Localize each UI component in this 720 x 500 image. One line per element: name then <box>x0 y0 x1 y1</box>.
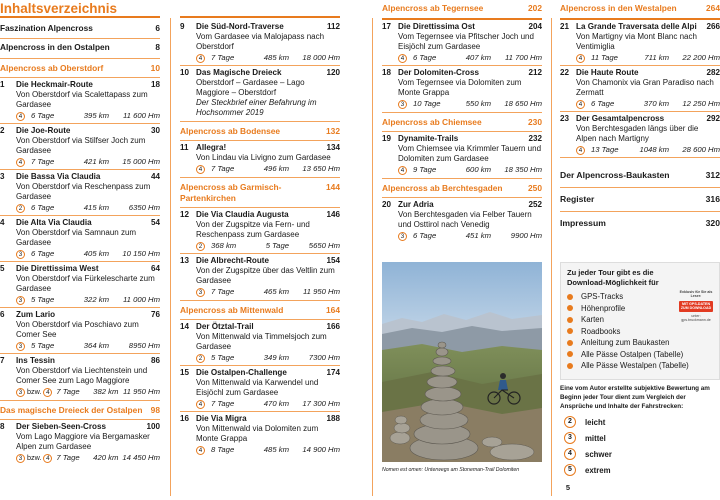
tour-description: Von Mittenwald via Dolomiten zum Monte Grappa <box>196 424 319 443</box>
tour-title: Ins Tessin <box>16 356 55 365</box>
tour-days: 7 Tage <box>56 453 80 462</box>
tour-elevation: 15 000 Hm <box>122 157 160 166</box>
region-page: 250 <box>528 183 542 193</box>
tour-title: Allegra! <box>196 143 227 152</box>
legend-item: 3 mittel <box>564 430 714 446</box>
tour-number: 6 <box>0 310 5 319</box>
tour-description: Vom Tegernsee via Pfitscher Joch und Eisjöchl zum Gardasee <box>398 32 534 51</box>
difficulty-badge: 3 <box>398 100 407 109</box>
tour-entry[interactable] <box>180 254 340 299</box>
tour-page: 174 <box>326 368 340 377</box>
region-label: Alpencross in den Westalpen <box>560 3 677 13</box>
region-heading[interactable] <box>382 112 542 132</box>
difficulty-badge: 3 <box>16 250 25 259</box>
tour-entry[interactable] <box>180 320 340 366</box>
difficulty-badge: 2 <box>196 354 205 363</box>
tour-entry[interactable] <box>560 112 720 158</box>
title-rule <box>180 0 340 18</box>
difficulty-badge: 4 <box>196 165 205 174</box>
tour-entry[interactable] <box>180 141 340 176</box>
tour-title: Die Haute Route <box>576 68 639 77</box>
tour-distance: 370 km <box>643 99 669 108</box>
region-label: Alpencross ab Chiemsee <box>382 117 482 127</box>
tour-title: Der Dolomiten-Cross <box>398 68 479 77</box>
tour-number: 14 <box>180 322 190 331</box>
difficulty-badge: 4 <box>196 446 205 455</box>
tour-description: Von Martigny via Mont Blanc nach Ventimiglia <box>576 32 697 51</box>
tour-page: 18 <box>150 80 160 89</box>
tour-elevation: 6350 Hm <box>128 203 160 212</box>
page-number: 5 <box>565 483 570 492</box>
column-divider <box>372 18 373 496</box>
tour-entry[interactable] <box>0 78 160 124</box>
entry-page: 320 <box>705 218 720 228</box>
tour-page: 64 <box>150 264 160 273</box>
tour-page: 166 <box>326 322 340 331</box>
tour-distance: 421 km <box>83 157 109 166</box>
tour-number: 17 <box>382 22 392 31</box>
tour-elevation: 17 300 Hm <box>302 399 340 408</box>
tour-days: 6 Tage <box>413 53 437 62</box>
tour-days: 6 Tage <box>413 231 437 240</box>
difficulty-badge: 4 <box>43 454 52 463</box>
difficulty-badge: 4 <box>564 448 576 460</box>
tour-entry[interactable] <box>560 66 720 112</box>
tour-days: 5 Tage <box>31 295 55 304</box>
tour-page: 134 <box>326 143 340 152</box>
tour-elevation: 14 900 Hm <box>302 445 340 454</box>
tour-days: 9 Tage <box>413 165 437 174</box>
tour-days: 6 Tage <box>31 249 55 258</box>
difficulty-badge: 4 <box>16 112 25 121</box>
difficulty-badge: 2 <box>564 416 576 428</box>
tour-description: Von Oberstdorf via Stilfser Joch zum Gardasee <box>16 136 146 155</box>
region-label: Alpencross ab Oberstdorf <box>0 63 104 73</box>
tour-distance: 465 km <box>263 287 289 296</box>
difficulty-legend <box>564 414 714 478</box>
tour-description: Von Berchtesgaden längs über die Alpen nach Martigny <box>576 124 699 143</box>
region-page: 132 <box>326 126 340 136</box>
legend-item: 4 schwer <box>564 446 714 462</box>
tour-entry[interactable] <box>180 20 340 66</box>
toc-column-3 <box>382 0 542 243</box>
tour-days: 13 Tage <box>591 145 619 154</box>
tour-distance: 415 km <box>83 203 109 212</box>
tour-days: 6 Tage <box>591 99 615 108</box>
entry-label: Alpencross in den Ostalpen <box>0 42 110 52</box>
region-heading[interactable] <box>180 121 340 141</box>
tour-distance: 496 km <box>263 164 289 173</box>
tour-entry[interactable] <box>0 420 160 465</box>
bullet-icon <box>567 328 573 334</box>
bullet-icon <box>567 363 573 369</box>
tour-elevation: 9900 Hm <box>510 231 542 240</box>
region-heading[interactable] <box>382 178 542 198</box>
entry-page: 312 <box>705 170 720 180</box>
column-divider <box>551 18 552 496</box>
tour-description: Vom Gardasee via Malojapass nach Oberstdorf <box>196 32 325 51</box>
download-item: Alle Pässe Ostalpen (Tabelle) <box>567 349 713 361</box>
tour-elevation: 12 250 Hm <box>682 99 720 108</box>
tour-page: 204 <box>528 22 542 31</box>
tour-distance: 1048 km <box>639 145 669 154</box>
tour-number: 12 <box>180 210 190 219</box>
legend-item: 5 extrem <box>564 462 714 478</box>
toc-entry[interactable] <box>560 188 720 212</box>
tour-entry[interactable] <box>180 366 340 412</box>
tour-description: Von Chamonix via Gran Paradiso nach Zermatt <box>576 78 714 97</box>
tour-number: 15 <box>180 368 190 377</box>
region-heading[interactable] <box>180 177 340 208</box>
tour-description: Von Oberstdorf via Poschiavo zum Comer See <box>16 320 139 339</box>
tour-entry[interactable] <box>180 66 340 120</box>
tour-entry[interactable] <box>0 354 160 399</box>
tour-elevation: 28 600 Hm <box>682 145 720 154</box>
tour-title: Der Gesamtalpencross <box>576 114 665 123</box>
download-item: Roadbooks <box>567 326 713 338</box>
tour-days: 6 Tage <box>31 203 55 212</box>
tour-days: 10 Tage <box>413 99 441 108</box>
toc-entry[interactable] <box>560 164 720 188</box>
tour-days: 6 Tage <box>31 111 55 120</box>
tour-number: 3 <box>0 172 5 181</box>
difficulty-badge: 4 <box>576 54 585 63</box>
tour-distance: 420 km <box>93 453 119 462</box>
tour-number: 18 <box>382 68 392 77</box>
difficulty-badge: 2 <box>196 242 205 251</box>
tour-days: 7 Tage <box>211 53 235 62</box>
tour-elevation: 7300 Hm <box>308 353 340 362</box>
toc-column-1 <box>0 0 160 465</box>
difficulty-badge: 2 <box>16 204 25 213</box>
download-item: Anleitung zum Baukasten <box>567 337 713 349</box>
tour-page: 120 <box>326 68 340 77</box>
difficulty-badge: 3 <box>398 232 407 241</box>
entry-label: Faszination Alpencross <box>0 23 93 33</box>
tour-distance: 470 km <box>263 399 289 408</box>
entry-label: Impressum <box>560 218 606 228</box>
region-label: Alpencross ab Garmisch-Partenkirchen <box>180 182 282 203</box>
legend-item: 2 leicht <box>564 414 714 430</box>
region-label: Alpencross ab Mittenwald <box>180 305 284 315</box>
tour-elevation: 18 650 Hm <box>504 99 542 108</box>
bullet-icon <box>567 305 573 311</box>
download-item: GPS-Tracks <box>567 291 713 303</box>
region-page: 144 <box>326 182 340 192</box>
tour-entry[interactable] <box>0 262 160 308</box>
region-page: 10 <box>150 63 160 73</box>
tour-description: Von Mittenwald via Karwendel und Eisjöchl zum Gardasee <box>196 378 319 397</box>
tour-title: Die Ostalpen-Challenge <box>196 368 287 377</box>
region-heading[interactable] <box>382 0 542 20</box>
entry-label: Register <box>560 194 595 204</box>
tour-title: Die Direttissima West <box>16 264 99 273</box>
tour-elevation: 14 450 Hm <box>122 453 160 462</box>
entry-page: 316 <box>705 194 720 204</box>
tour-title: Zur Adria <box>398 200 434 209</box>
toc-entry[interactable] <box>0 20 160 39</box>
tour-entry[interactable] <box>0 170 160 216</box>
tour-distance: 485 km <box>263 445 289 454</box>
rating-intro-text: Eine vom Autor erstellte subjektive Bewertung am Beginn jeder Tour dient zum Vergleich der Ansprüche und Inhalte der Fahrstrecken: <box>560 385 710 410</box>
tour-number: 16 <box>180 414 190 423</box>
tour-page: 76 <box>150 310 160 319</box>
entry-page: 8 <box>155 42 160 52</box>
region-label: Alpencross ab Bodensee <box>180 126 281 136</box>
tour-entry[interactable] <box>0 308 160 354</box>
tour-description: Von Lindau via Livigno zum Gardasee <box>196 153 331 162</box>
tour-distance: 407 km <box>465 53 491 62</box>
tour-distance: 550 km <box>465 99 491 108</box>
tour-number: 5 <box>0 264 5 273</box>
column-divider <box>170 18 171 496</box>
download-item: Alle Pässe Westalpen (Tabelle) <box>567 360 713 372</box>
tour-elevation: 10 150 Hm <box>122 249 160 258</box>
tour-elevation: 11 600 Hm <box>122 111 160 120</box>
tour-description: Von Mittenwald via Timmelsjoch zum Gardasee <box>196 332 327 351</box>
photo-caption: Nomen est omen: Unterwegs am Stoneman-Trail Dolomiten <box>382 467 520 473</box>
region-page: 164 <box>326 305 340 315</box>
tour-number: 11 <box>180 143 189 152</box>
tour-description: Von Oberstdorf via Liechtenstein und Comer See zum Lago Maggiore <box>16 366 148 385</box>
tour-distance: 405 km <box>83 249 109 258</box>
tour-page: 282 <box>706 68 720 77</box>
rating-or: bzw. <box>27 387 42 396</box>
download-item: Karten <box>567 314 713 326</box>
tour-elevation: 8950 Hm <box>128 341 160 350</box>
tour-number: 1 <box>0 80 5 89</box>
region-page: 264 <box>706 3 720 13</box>
region-heading[interactable] <box>180 300 340 320</box>
region-heading[interactable] <box>0 58 160 78</box>
difficulty-badge: 4 <box>43 388 52 397</box>
tour-description: Oberstdorf – Gardasee – Lago Maggiore – Oberstdorf <box>196 78 305 97</box>
tour-entry[interactable] <box>382 66 542 111</box>
download-title: Zu jeder Tour gibt es die Download-Möglichkeit für <box>567 268 659 287</box>
tour-page: 112 <box>326 22 340 31</box>
tour-description: Von Oberstdorf via Samnaun zum Gardasee <box>16 228 137 247</box>
region-label: Alpencross ab Tegernsee <box>382 3 484 13</box>
tour-title: Der Sieben-Seen-Cross <box>16 422 106 431</box>
tour-description: Von Berchtesgaden via Felber Tauern und Osttirol nach Venedig <box>398 210 532 229</box>
toc-entry[interactable] <box>560 212 720 235</box>
tour-description: Von der Zugspitze via Fern- und Reschenpass zum Gardasee <box>196 220 310 239</box>
tour-description: Von der Zugspitze über das Veltlin zum Gardasee <box>196 266 335 285</box>
tour-title: Die Via Migra <box>196 414 247 423</box>
difficulty-badge: 4 <box>16 158 25 167</box>
tour-elevation: 11 700 Hm <box>504 53 542 62</box>
tour-title: Der Ötztal-Trail <box>196 322 254 331</box>
tour-number: 20 <box>382 200 392 209</box>
tour-days: 5 Tage <box>265 241 289 250</box>
tour-number: 13 <box>180 256 190 265</box>
tour-elevation: 11 000 Hm <box>122 295 160 304</box>
tour-elevation: 18 350 Hm <box>504 165 542 174</box>
tour-title: Die Alta Via Claudia <box>16 218 92 227</box>
tour-distance: 711 km <box>644 53 669 62</box>
tour-page: 252 <box>528 200 542 209</box>
tour-title: Die Albrecht-Route <box>196 256 269 265</box>
tour-distance: 364 km <box>83 341 109 350</box>
toc-column-2 <box>180 0 340 457</box>
tour-days: 7 Tage <box>211 399 235 408</box>
tour-description: Vom Lago Maggiore via Bergamasker Alpen zum Gardasee <box>16 432 150 451</box>
tour-page: 266 <box>706 22 720 31</box>
tour-page: 154 <box>326 256 340 265</box>
tour-entry[interactable] <box>0 216 160 262</box>
tour-page: 292 <box>706 114 720 123</box>
difficulty-badge: 5 <box>564 464 576 476</box>
tour-entry[interactable] <box>180 412 340 457</box>
tour-elevation: 18 000 Hm <box>302 53 340 62</box>
tour-title: Die Bassa Via Claudia <box>16 172 101 181</box>
tour-page: 188 <box>326 414 340 423</box>
tour-distance: 368 km <box>211 241 237 250</box>
tour-title: Dynamite-Trails <box>398 134 459 143</box>
toc-entry[interactable] <box>0 39 160 57</box>
difficulty-badge: 4 <box>398 166 407 175</box>
tour-days: 11 Tage <box>591 53 618 62</box>
tour-elevation: 5650 Hm <box>308 241 340 250</box>
tour-number: 8 <box>0 422 5 431</box>
tour-number: 23 <box>560 114 570 123</box>
tour-number: 19 <box>382 134 392 143</box>
download-info-box <box>560 262 720 380</box>
tour-page: 232 <box>528 134 542 143</box>
tour-elevation: 22 200 Hm <box>682 53 720 62</box>
difficulty-badge: 3 <box>16 342 25 351</box>
difficulty-badge: 3 <box>564 432 576 444</box>
mountain-photo <box>382 262 542 462</box>
tour-elevation: 11 950 Hm <box>302 287 340 296</box>
tour-note: Der Steckbrief einer Befahrung im Hochsommer 2019 <box>196 98 317 117</box>
difficulty-badge: 4 <box>196 400 205 409</box>
tour-page: 54 <box>150 218 160 227</box>
tour-number: 9 <box>180 22 185 31</box>
tour-title: Die Via Claudia Augusta <box>196 210 289 219</box>
tour-description: Von Oberstdorf via Fürkelescharte zum Gardasee <box>16 274 155 293</box>
tour-title: Die Süd-Nord-Traverse <box>196 22 284 31</box>
tour-title: Die Joe-Route <box>16 126 71 135</box>
difficulty-badge: 4 <box>576 100 585 109</box>
region-heading[interactable] <box>0 400 160 420</box>
tour-elevation: 13 650 Hm <box>302 164 340 173</box>
tour-days: 5 Tage <box>31 341 55 350</box>
tour-entry[interactable] <box>382 198 542 243</box>
tour-page: 86 <box>150 356 160 365</box>
tour-title: Die Direttissima Ost <box>398 22 475 31</box>
entry-page: 6 <box>155 23 160 33</box>
difficulty-badge: 3 <box>196 288 205 297</box>
tour-description: Von Oberstdorf via Scalettapass zum Gardasee <box>16 90 148 109</box>
tour-days: 8 Tage <box>211 445 235 454</box>
tour-entry[interactable] <box>382 20 542 66</box>
bullet-icon <box>567 340 573 346</box>
region-page: 98 <box>150 405 160 415</box>
tour-days: 7 Tage <box>56 387 80 396</box>
tour-distance: 322 km <box>83 295 109 304</box>
page-title: Inhaltsverzeichnis <box>0 0 160 18</box>
gps-download-badge[interactable]: Exklusiv für Sie als Leser: MIT GPS-DATEN ZUM DOWNLOAD unter: gps.bruckmann.de <box>679 290 713 323</box>
tour-number: 4 <box>0 218 5 227</box>
tour-days: 7 Tage <box>211 287 235 296</box>
entry-label: Der Alpencross-Baukasten <box>560 170 670 180</box>
tour-number: 22 <box>560 68 570 77</box>
tour-description: Vom Chiemsee via Krimmler Tauern und Dolomiten zum Gardasee <box>398 144 542 163</box>
tour-distance: 395 km <box>83 111 109 120</box>
tour-number: 10 <box>180 68 190 77</box>
difficulty-badge: 3 <box>16 454 25 463</box>
tour-description: Von Oberstdorf via Reschenpass zum Gardasee <box>16 182 151 201</box>
tour-number: 2 <box>0 126 5 135</box>
difficulty-badge: 4 <box>196 54 205 63</box>
difficulty-badge: 3 <box>16 388 25 397</box>
tour-entry[interactable] <box>560 20 720 66</box>
tour-title: Das Magische Dreieck <box>196 68 282 77</box>
region-heading[interactable] <box>560 0 720 20</box>
tour-page: 44 <box>150 172 160 181</box>
tour-page: 100 <box>146 422 160 431</box>
tour-title: Die Heckmair-Route <box>16 80 93 89</box>
tour-number: 7 <box>0 356 5 365</box>
tour-days: 5 Tage <box>211 353 235 362</box>
bullet-icon <box>567 294 573 300</box>
tour-elevation: 11 950 Hm <box>122 387 160 396</box>
tour-distance: 485 km <box>263 53 289 62</box>
tour-entry[interactable] <box>0 124 160 170</box>
tour-page: 212 <box>528 68 542 77</box>
region-page: 230 <box>528 117 542 127</box>
difficulty-badge: 4 <box>398 54 407 63</box>
difficulty-badge: 3 <box>16 296 25 305</box>
toc-column-4 <box>560 0 720 235</box>
tour-distance: 600 km <box>465 165 491 174</box>
tour-distance: 382 km <box>93 387 119 396</box>
bullet-icon <box>567 317 573 323</box>
region-label: Das magische Dreieck der Ostalpen <box>0 405 143 415</box>
bullet-icon <box>567 351 573 357</box>
tour-page: 30 <box>150 126 160 135</box>
download-item: Höhenprofile <box>567 303 713 315</box>
tour-number: 21 <box>560 22 570 31</box>
tour-days: 7 Tage <box>211 164 235 173</box>
tour-title: La Grande Traversata delle Alpi <box>576 22 697 31</box>
rating-or: bzw. <box>27 453 42 462</box>
region-page: 202 <box>528 3 542 13</box>
tour-title: Zum Lario <box>16 310 56 319</box>
tour-entry[interactable] <box>180 208 340 254</box>
tour-days: 7 Tage <box>31 157 55 166</box>
tour-entry[interactable] <box>382 132 542 177</box>
tour-description: Vom Tegernsee via Dolomiten zum Monte Grappa <box>398 78 522 97</box>
tour-distance: 451 km <box>465 231 491 240</box>
stone-cairn-landscape-image <box>382 262 542 462</box>
tour-page: 146 <box>326 210 340 219</box>
region-label: Alpencross ab Berchtesgaden <box>382 183 503 193</box>
difficulty-badge: 4 <box>576 146 585 155</box>
tour-distance: 349 km <box>263 353 289 362</box>
